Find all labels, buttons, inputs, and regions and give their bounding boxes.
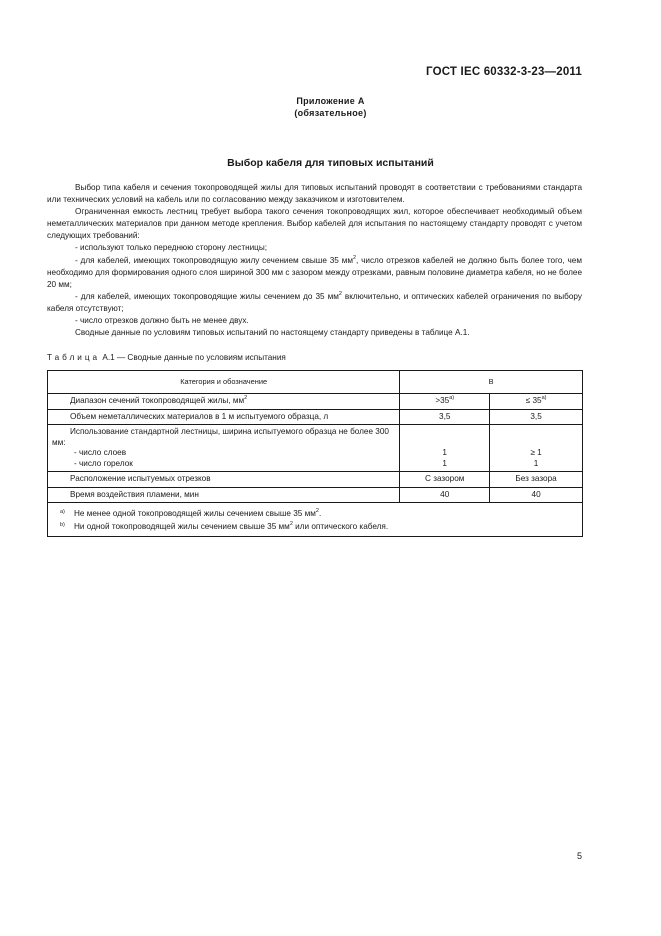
- paragraph: Выбор типа кабеля и сечения токопроводящей жилы для типовых испытаний проводят в соответствии с требованиями стандарта или технических условий на кабель или по согласованию между заказчиком и изготовителем.: [47, 183, 582, 205]
- body-text: [47, 182, 582, 339]
- header-category: Категория и обозначение: [48, 371, 400, 394]
- list-item: - число отрезков должно быть не менее двух.: [75, 316, 249, 326]
- conditions-table: [47, 370, 583, 537]
- table-row: Расположение испытуемых отрезков С зазором Без зазора: [48, 472, 583, 488]
- standard-number: ГОСТ IEC 60332-3-23—2011: [426, 66, 582, 78]
- list-item: - для кабелей, имеющих токопроводящие жилы сечением до 35 $мм^2$ включительно, и оптических кабелей ограничения по выбору кабеля отсутствуют;: [47, 290, 582, 313]
- table-row: Диапазон сечений токопроводящей жилы, $мм^2$ $>35^{а)}$ ≤ $35^{а)}$: [48, 394, 583, 410]
- paragraph: Ограниченная емкость лестниц требует выбора такого сечения токопроводящих жил, которое обеспечивает необходимый объем неметаллических материалов при данном методе крепления. Выбор кабелей для испытания по настоящему стандарту проводят с учетом следующих требований:: [47, 207, 582, 241]
- paragraph: Сводные данные по условиям типовых испытаний по настоящему стандарту приведены в таблице А.1.: [75, 328, 470, 338]
- page-number: 5: [576, 851, 582, 861]
- list-item: - для кабелей, имеющих токопроводящую жилу сечением свыше 35 $мм^2$, число отрезков кабелей не должно быть более того, чем необходимо для формирования одного слоя шириной 300 мм с зазором между отрезками, равным половине диаметра кабеля, но не более 20 мм;: [47, 254, 582, 289]
- table-notes-row: [48, 503, 583, 537]
- table-row: Использование стандартной лестницы, ширина испытуемого образца не более 300 мм: - число слоев - число горелок 1 1 ≥ 1 1: [48, 425, 583, 472]
- table-header-row: [48, 371, 583, 394]
- table-row: Объем неметаллических материалов в 1 м испытуемого образца, л 3,5 3,5: [48, 409, 583, 425]
- table-caption: Таблица А.1 — Сводные данные по условиям испытания: [47, 353, 286, 362]
- table-row: Время воздействия пламени, мин 40 40: [48, 487, 583, 503]
- annex-status: (обязательное): [294, 108, 367, 118]
- table-note: b) Ни одной токопроводящей жилы сечением свыше 35 $мм^2$ или оптического кабеля.: [60, 520, 389, 531]
- table-note: а) Не менее одной токопроводящей жилы сечением свыше 35 $мм^2$.: [60, 508, 322, 518]
- annex-title: Приложение А: [296, 96, 365, 106]
- header-b: В: [400, 371, 583, 394]
- list-item: - используют только переднюю сторону лестницы;: [75, 243, 268, 253]
- section-title: Выбор кабеля для типовых испытаний: [227, 157, 434, 169]
